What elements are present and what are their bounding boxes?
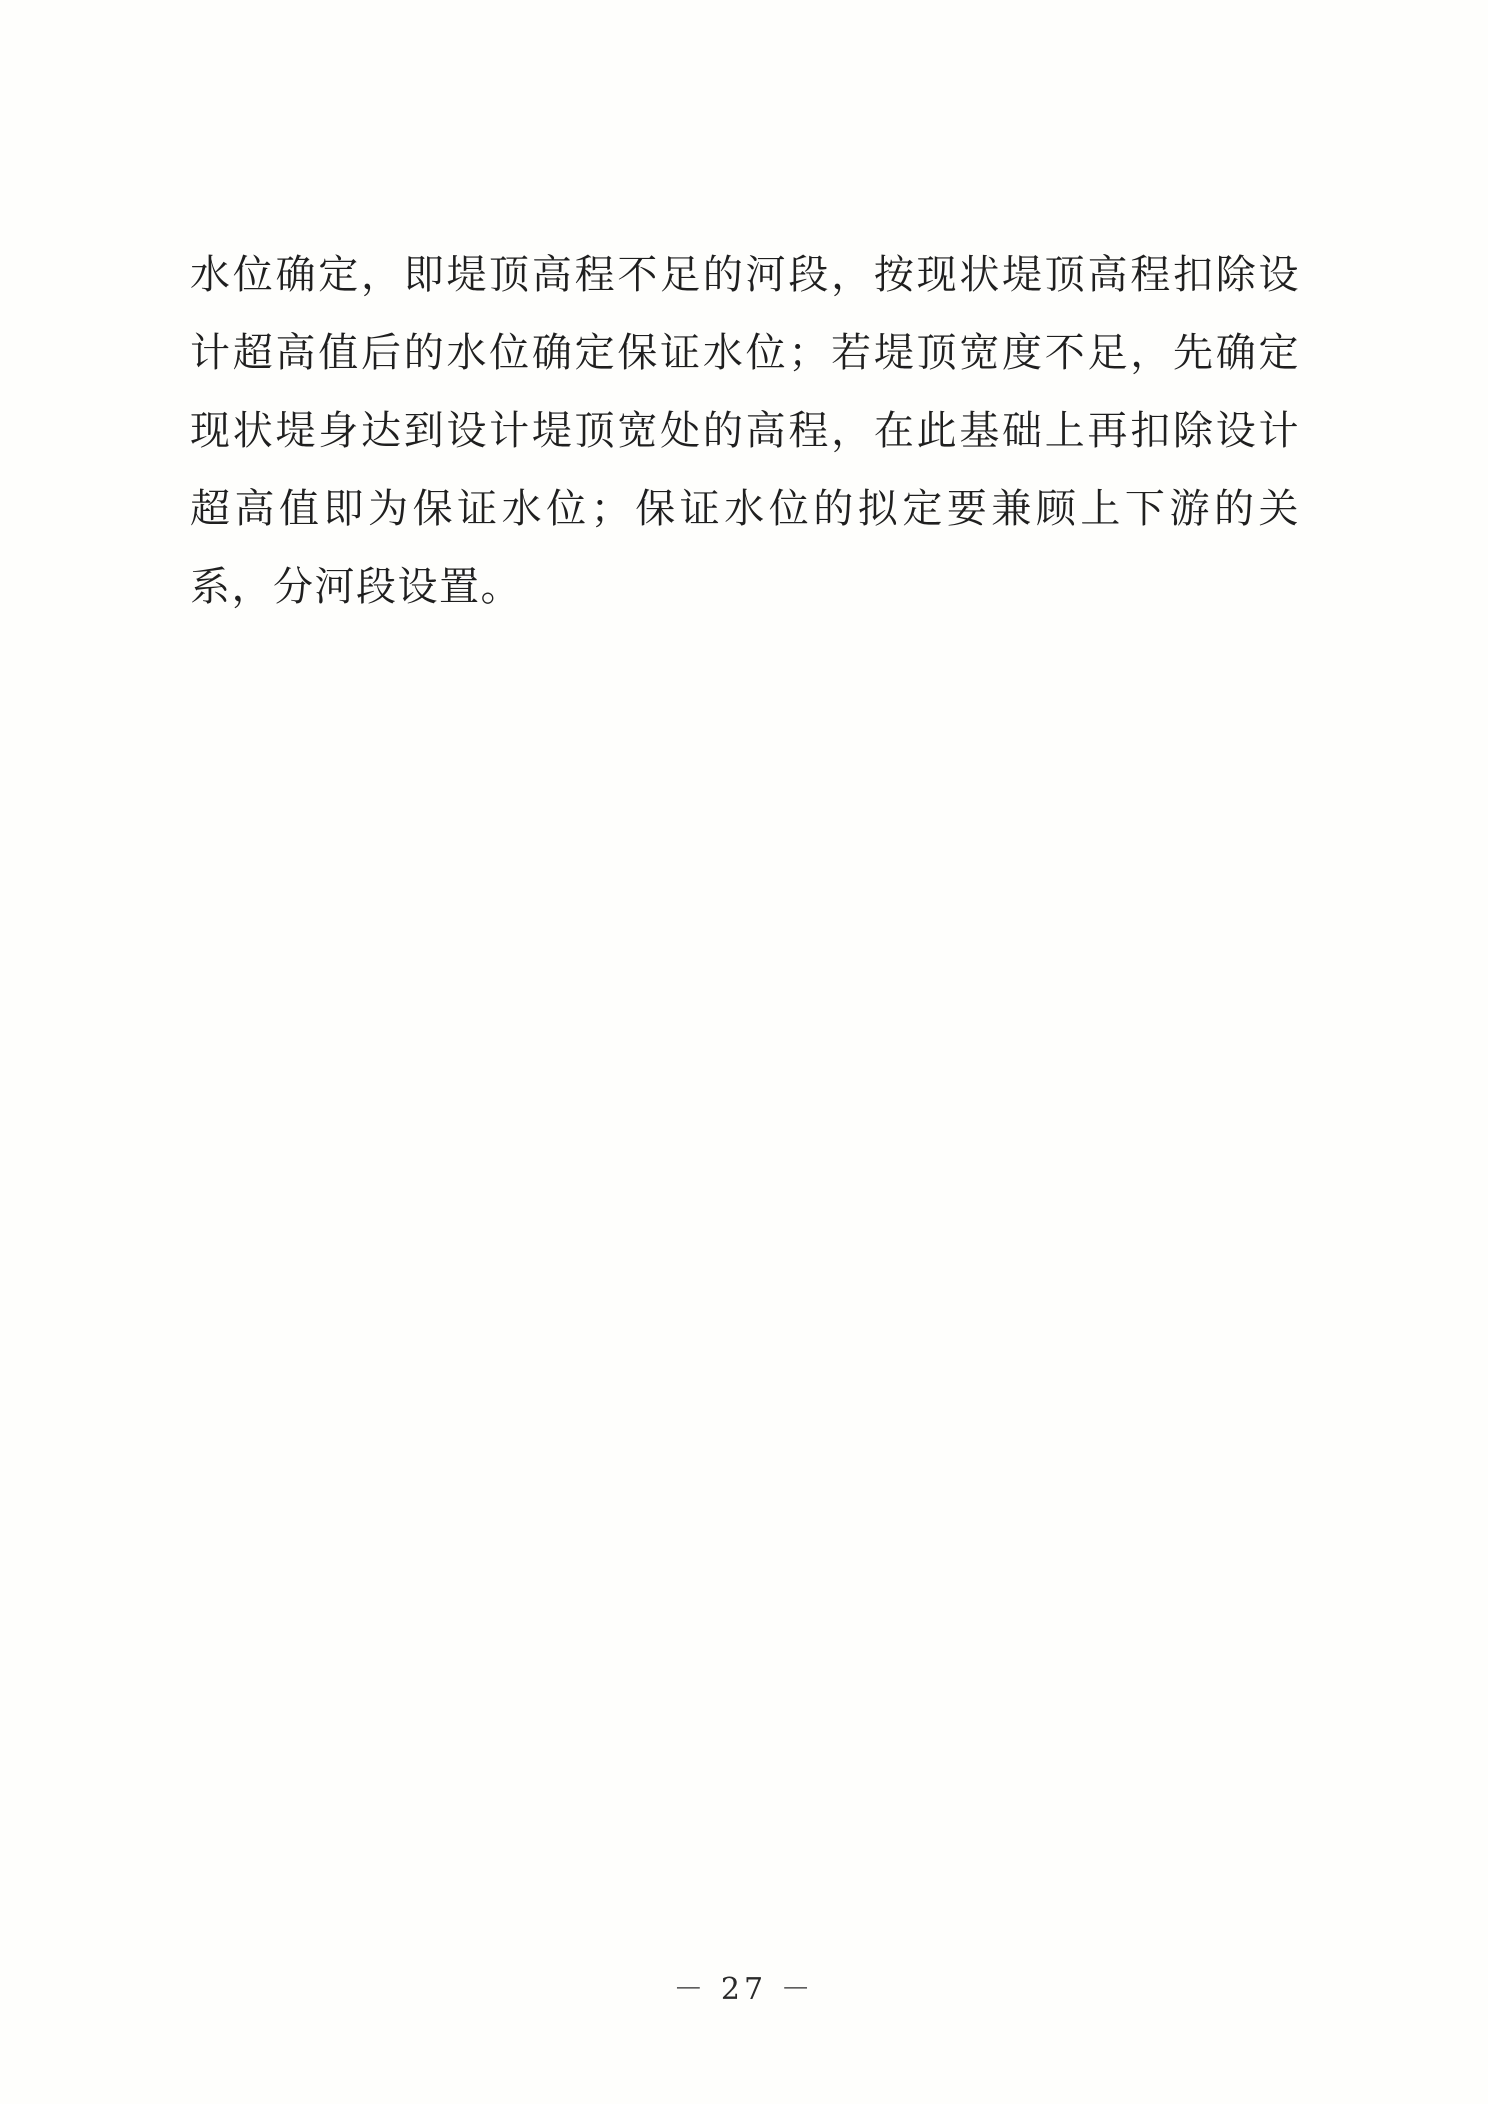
page-number-footer: － 27 － [673, 1972, 815, 2007]
body-paragraph: 水位确定，即堤顶高程不足的河段，按现状堤顶高程扣除设计超高值后的水位确定保证水位；若堤顶宽度不足，先确定现状堤身达到设计堤顶宽处的高程，在此基础上再扣除设计超高值即为保证水位；保证水位的拟定要兼顾上下游的关系，分河段设置。 [190, 252, 1300, 610]
